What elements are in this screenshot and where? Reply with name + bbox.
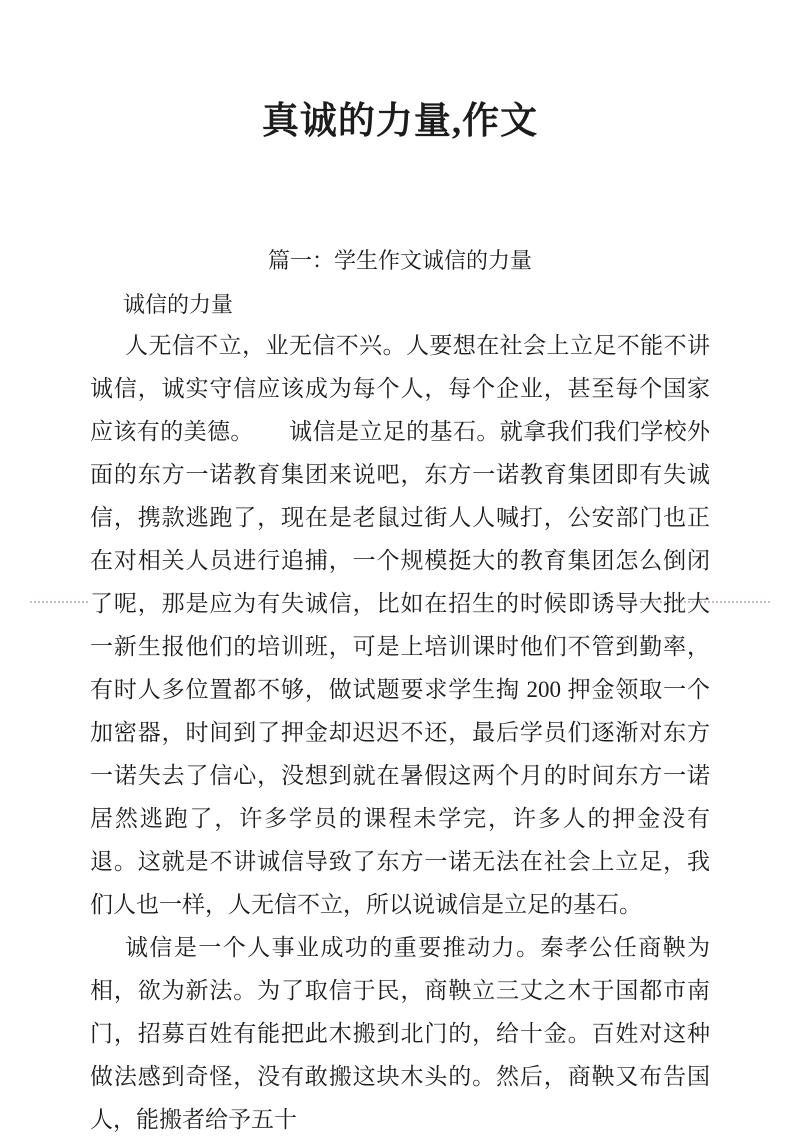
paragraph-1: 人无信不立，业无信不兴。人要想在社会上立足不能不讲诚信，诚实守信应该成为每个人，每个企业，甚至每个国家应该有的美德。 诚信是立足的基石。就拿我们我们学校外面的东方一诺教育集团来说吧，东方一诺教育集团即有失诚信，携款逃跑了，现在是老鼠过街人人喊打，公安部门也正在对相关人员进行追捕，一个规模挺大的教育集团怎么倒闭了呢，那是应为有失诚信，比如在招生的时候即诱导大批大一新生报他们的培训班，可是上培训课时他们不管到勤率，有时人多位置都不够，做试题要求学生掏 200 押金领取一个加密器，时间到了押金却迟迟不还，最后学员们逐渐对东方一诺失去了信心，没想到就在暑假这两个月的时间东方一诺居然逃跑了，许多学员的课程未学完，许多人的押金没有退。这就是不讲诚信导致了东方一诺无法在社会上立足，我们人也一样，人无信不立，所以说诚信是立足的基石。: [90, 333, 710, 917]
paragraph-2: 诚信是一个人事业成功的重要推动力。秦孝公任商鞅为相，欲为新法。为了取信于民，商鞅立三丈之木于国都市南门，招募百姓有能把此木搬到北门的，给十金。百姓对这种做法感到奇怪，没有敢搬这块木头的。然后，商鞅又布告国人，能搬者给予五十: [90, 935, 710, 1132]
page-break-divider-left: [30, 601, 88, 603]
document-title: 真诚的力量,作文: [261, 101, 539, 142]
section-label: 篇一：学生作文诚信的力量: [267, 248, 532, 273]
essay-heading: 诚信的力量: [123, 292, 234, 317]
essay-body: [90, 324, 710, 1141]
